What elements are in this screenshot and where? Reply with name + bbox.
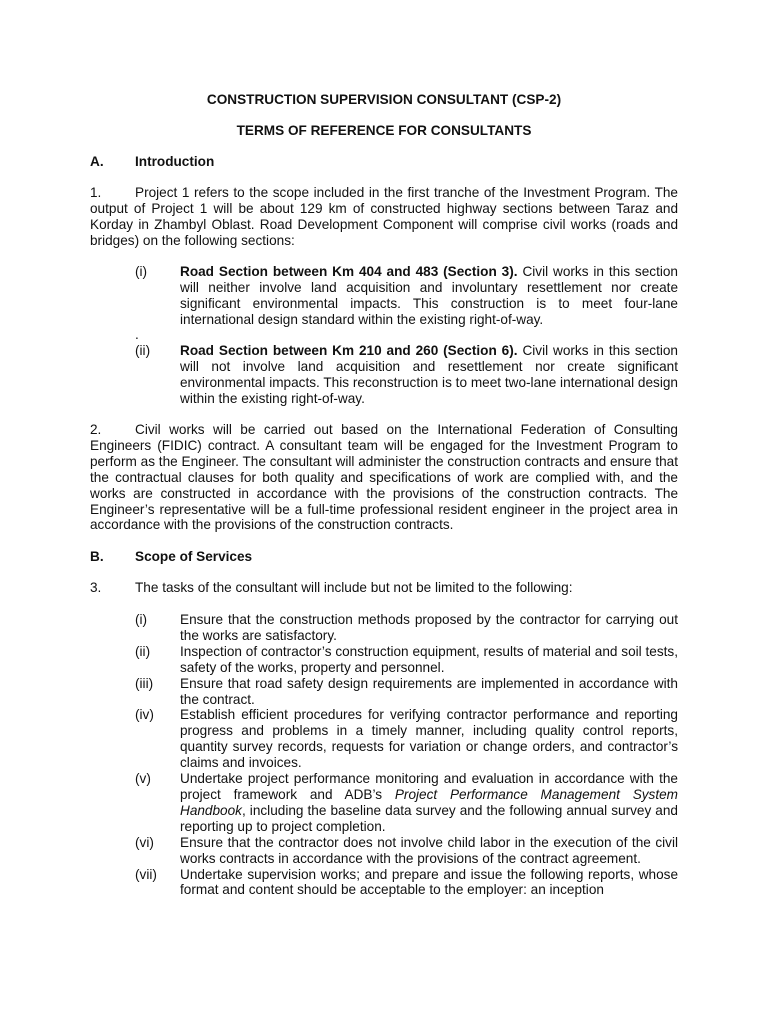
paragraph-3	[90, 580, 678, 596]
task-text: Ensure that road safety design requirements are implemented in accordance with the contract.	[180, 675, 678, 707]
section-b-letter: B.	[90, 549, 104, 564]
task-text: Establish efficient procedures for verifying contractor performance and reporting progress and problems in a timely manner, including quality control reports, quantity survey records, requests for variation or change orders, and contractor’s claims and invoices.	[180, 707, 678, 771]
task-text: Ensure that the contractor does not involve child labor in the execution of the civil works contracts in accordance with the provisions of the contract agreement.	[180, 834, 678, 866]
task-item	[135, 612, 678, 644]
task-item	[135, 835, 678, 867]
paragraph-2-number: 2.	[90, 422, 102, 437]
road-sections-list-2	[135, 343, 678, 407]
section-a-title: Introduction	[135, 154, 215, 169]
paragraph-3-number: 3.	[90, 580, 102, 595]
task-text: Ensure that the construction methods proposed by the contractor for carrying out the works are satisfactory.	[180, 612, 678, 643]
section-a-letter: A.	[90, 154, 104, 169]
document-subtitle: TERMS OF REFERENCE FOR CONSULTANTS	[236, 123, 532, 138]
task-text: Inspection of contractor’s construction equipment, results of material and soil tests, safety of the works, property and personnel.	[180, 643, 678, 675]
task-text-start: Undertake project performance monitoring and evaluation in accordance with the project framework and ADB’s	[180, 771, 678, 802]
section-b-title: Scope of Services	[135, 549, 253, 564]
task-item	[135, 707, 678, 771]
list-marker: (v)	[135, 771, 151, 787]
paragraph-1	[90, 185, 678, 249]
task-text	[180, 771, 678, 835]
paragraph-1-number: 1.	[90, 185, 102, 200]
road-section-title: Road Section between Km 404 and 483 (Section 3).	[180, 264, 518, 279]
paragraph-2	[90, 422, 678, 533]
task-item	[135, 867, 678, 899]
road-section-item	[135, 264, 678, 328]
list-marker: (i)	[135, 612, 148, 627]
list-item-text	[180, 264, 678, 328]
road-section-title: Road Section between Km 210 and 260 (Section 6).	[180, 343, 518, 358]
section-b-heading	[90, 549, 252, 565]
task-item	[135, 644, 678, 676]
list-marker: (vi)	[135, 834, 154, 850]
road-section-description: Civil works in this section will neither involve land acquisition and involuntary resettlement nor create significant environmental impacts. This construction is to meet four-lane international design standard within the existing right-of-way.	[180, 264, 678, 327]
list-marker: (i)	[135, 264, 148, 279]
paragraph-3-text: The tasks of the consultant will include but not be limited to the following:	[135, 580, 573, 595]
road-sections-list	[135, 264, 678, 328]
road-section-description: Civil works in this section will not involve land acquisition and resettlement nor create significant environmental impacts. This reconstruction is to meet two-lane international design within the existing right-of-way.	[180, 343, 678, 406]
paragraph-1-text: Project 1 refers to the scope included in the first tranche of the Investment Program. The output of Project 1 will be about 129 km of constructed highway sections between Taraz and Korday in Zhambyl Oblast. Road Development Component will comprise civil works (roads and bridges) on the following sections:	[90, 185, 678, 248]
list-marker: (ii)	[135, 343, 151, 358]
section-a-heading	[90, 154, 214, 170]
list-marker: (iv)	[135, 707, 154, 723]
list-marker: (iii)	[135, 675, 154, 691]
task-text-end: , including the baseline data survey and the following annual survey and reporting up to project completion.	[180, 802, 678, 834]
list-marker: (ii)	[135, 643, 151, 659]
task-item	[135, 771, 678, 835]
task-text: Undertake supervision works; and prepare and issue the following reports, whose format and content should be acceptable to the employer: an inception	[180, 866, 678, 898]
stray-period: .	[135, 327, 139, 342]
road-section-item	[135, 343, 678, 407]
list-marker: (vii)	[135, 866, 157, 882]
paragraph-2-text: Civil works will be carried out based on the International Federation of Consulting Engineers (FIDIC) contract. A consultant team will be engaged for the Investment Program to perform as the Engineer. The consultant will administer the construction contracts and ensure that the contractual clauses for both quality and specifications of work are complied with, and the works are constructed in accordance with the provisions of the construction contracts. The Engineer’s representative will be a full-time professional resident engineer in the project area in accordance with the provisions of the construction contracts.	[90, 422, 678, 533]
document-title: CONSTRUCTION SUPERVISION CONSULTANT (CSP-2)	[206, 92, 562, 107]
list-item-text	[180, 343, 678, 407]
task-item	[135, 676, 678, 708]
handbook-title: Project Performance Management System Handbook	[180, 786, 679, 818]
tasks-list	[135, 612, 678, 898]
